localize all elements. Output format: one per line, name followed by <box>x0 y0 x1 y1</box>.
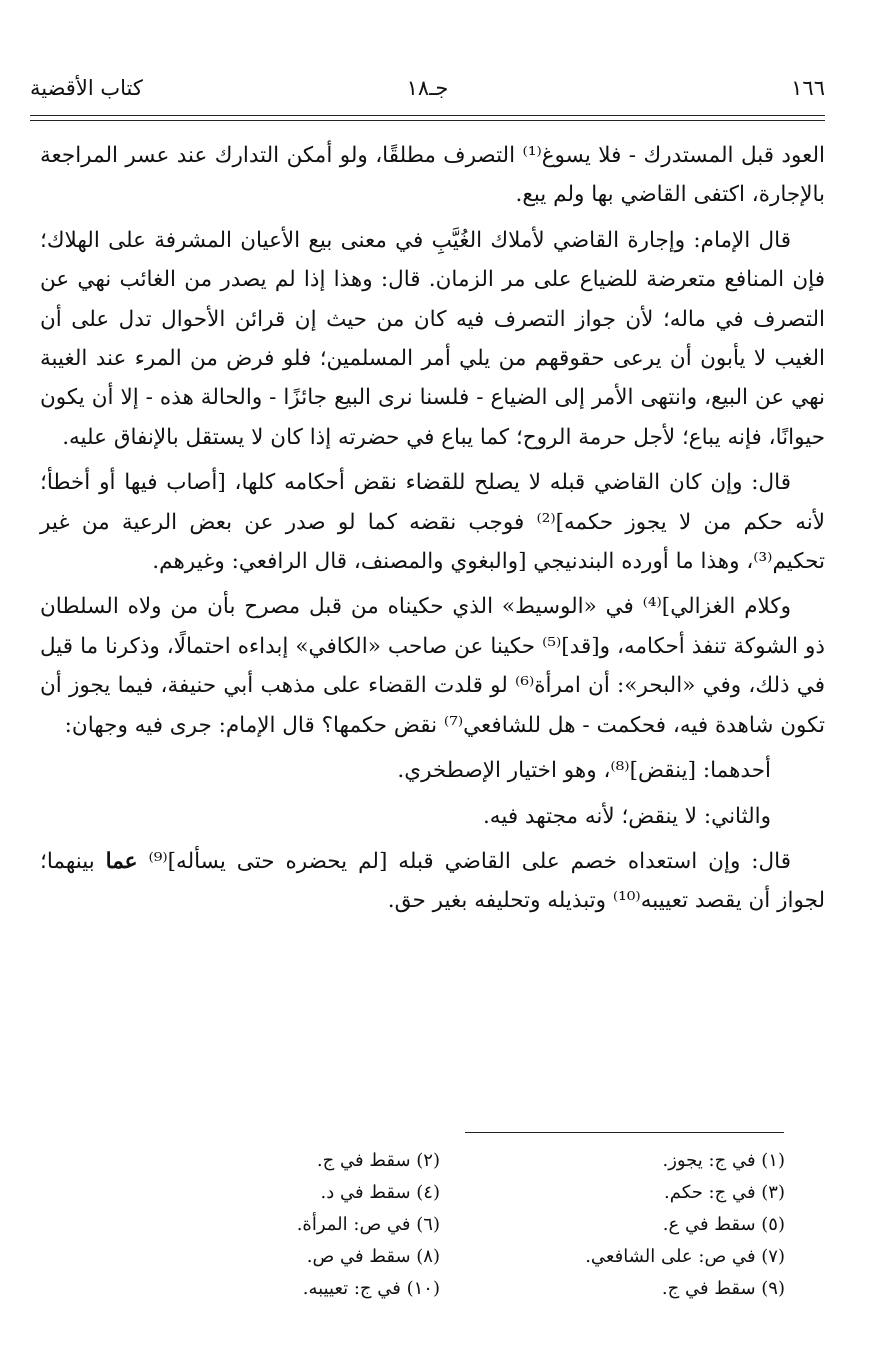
paragraph: والثاني: لا ينقض؛ لأنه مجتهد فيه. <box>482 803 771 829</box>
paragraph: قال الإمام: وإجارة القاضي لأملاك الغُيَّبِ في معنى بيع الأعيان المشرفة على الهلاك؛ فإن المنافع متعرضة للضياع على مر الزمان. قال: وهذا إذا لم يصدر من الغائب نهي عن التصرف في ماله؛ لأن جواز التصرف فيه كان من حيث إن قرائن الأحوال تدل على أن الغيب لا يأبون أن يرعى حقوقهم من يلي أمر المسلمين؛ فلو فرض من المرء عند الغيبة نهي عن البيع، وانتهى الأمر إلى الضياع - فلسنا نرى البيع جائزًا - والحالة هذه - إلا أن يكون حيوانًا، فإنه يباع؛ لأجل حرمة الروح؛ كما يباع في حضرته إذا كان لا يستقل بالإنفاق عليه. <box>40 227 825 450</box>
header-rule <box>30 115 825 116</box>
footnote: (٤) سقط في د. <box>320 1181 440 1203</box>
paragraph: أحدهما: [ينقض]⁽⁸⁾، وهو اختيار الإصطخري. <box>397 758 771 784</box>
footnote: (٣) في ج: حكم. <box>664 1181 785 1203</box>
paragraph: وكلام الغزالي]⁽⁴⁾ في «الوسيط» الذي حكيناه من قبل مصرح بأن من ولاه السلطان ذو الشوكة تنفذ أحكامه، و[قد]⁽⁵⁾ حكينا عن صاحب «الكافي» إبداءه احتمالًا، وذكرنا ما قيل في ذلك، وفي «البحر»: أن امرأة⁽⁶⁾ لو قلدت القضاء على مذهب أبي حنيفة، فيما يجوز أن تكون شاهدة فيه، فحكمت - هل للشافعي⁽⁷⁾ نقض حكمها؟ قال الإمام: جرى فيه وجهان: <box>40 594 825 738</box>
page-number: ١٦٦ <box>791 76 825 100</box>
footnote: (٥) سقط في ع. <box>662 1213 785 1235</box>
footnote-row <box>95 1240 785 1272</box>
bold-text: عما <box>105 848 138 874</box>
footnote: (٢) سقط في ج. <box>316 1149 440 1171</box>
paragraph-with-bold <box>40 842 825 921</box>
footnote-row <box>95 1208 785 1240</box>
footnote-row <box>95 1272 785 1304</box>
page-header <box>30 72 825 112</box>
footnote: (٨) سقط في ص. <box>306 1245 440 1267</box>
paragraph-text-cont: بينهما؛ لجواز أن يقصد تعييبه⁽¹⁰⁾ وتبذيله وتحليفه بغير حق. <box>40 848 825 914</box>
main-text <box>40 136 825 921</box>
paragraph: العود قبل المستدرك - فلا يسوغ⁽¹⁾ التصرف مطلقًا، ولو أمكن التدارك عند عسر المراجعة بالإجارة، اكتفى القاضي بها ولم يبع. <box>40 143 825 208</box>
footnote: (٦) في ص: المرأة. <box>296 1213 440 1235</box>
footnote-row <box>95 1176 785 1208</box>
book-title: كتاب الأقضية <box>30 76 143 100</box>
paragraph-text: قال: وإن استعداه خصم على القاضي قبله [لم يحضره حتى يسأله]⁽⁹⁾ <box>148 848 791 874</box>
footnote: (٩) سقط في ج. <box>661 1277 785 1299</box>
footnote: (٧) في ص: على الشافعي. <box>585 1245 785 1267</box>
footnotes <box>95 1144 785 1304</box>
footnote-row <box>95 1144 785 1176</box>
paragraph: قال: وإن كان القاضي قبله لا يصلح للقضاء نقض أحكامه كلها، [أصاب فيها أو أخطأ؛ لأنه حكم من لا يجوز حكمه]⁽²⁾ فوجب نقضه كما لو صدر عن بعض الرعية من غير تحكيم⁽³⁾، وهذا ما أورده البندنيجي [والبغوي والمصنف، قال الرافعي: وغيرهم. <box>40 470 826 575</box>
volume-number: جـ١٨ <box>406 76 449 100</box>
footnote-rule <box>465 1132 784 1133</box>
footnote: (١) في ج: يجوز. <box>662 1149 785 1171</box>
footnote: (١٠) في ج: تعييبه. <box>302 1277 440 1299</box>
header-rule-thin <box>30 120 825 121</box>
